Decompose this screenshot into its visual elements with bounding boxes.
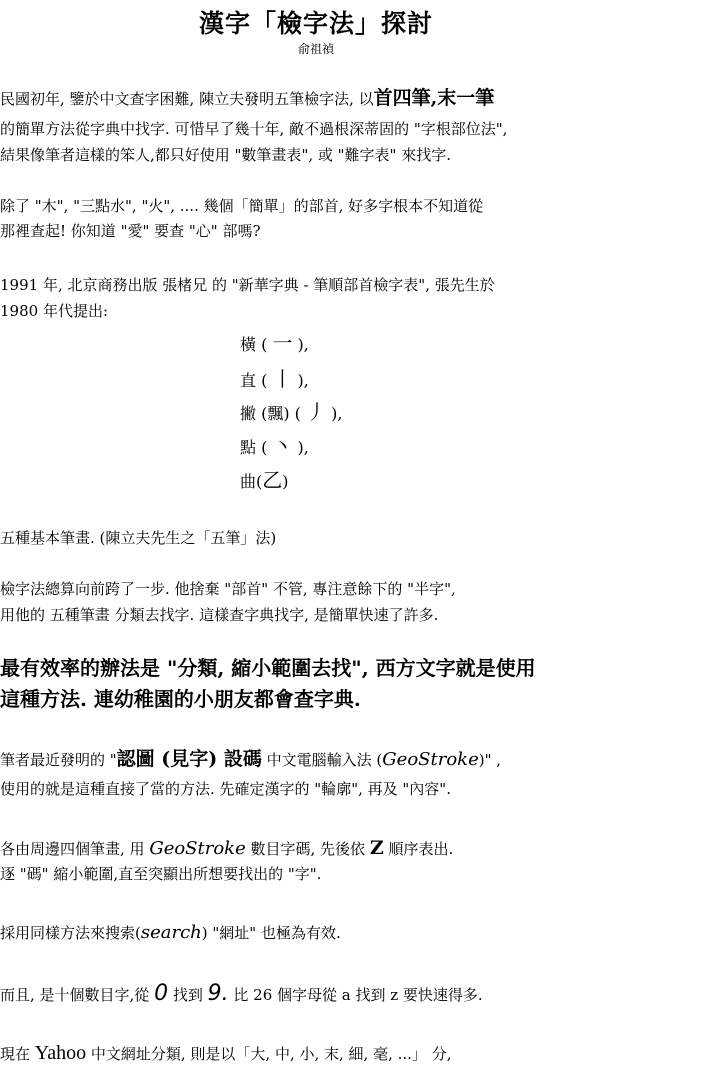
text-span: 採用同樣方法來搜索( [0, 924, 141, 942]
paragraph-8-line-2: 逐 "碼" 縮小範圍,直至突顯出所想要找出的 "字". [0, 865, 322, 883]
paragraph-8-line-1 [0, 838, 453, 859]
text-span: 中文電腦輸入法 ( [261, 751, 383, 769]
stroke-item-horizontal [240, 332, 309, 356]
stroke-paren: ), [297, 438, 309, 457]
paragraph-7-line-1 [0, 749, 501, 770]
stroke-paren: ( [261, 438, 268, 457]
text-span: 民國初年, 鑒於中文查字困難, 陳立夫發明五筆檢字法, 以 [0, 90, 374, 108]
search-word: search [140, 922, 202, 943]
stroke-name: 橫 [240, 335, 257, 354]
text-span: 現在 [0, 1045, 35, 1063]
stroke-paren: ( [256, 472, 263, 491]
stroke-item-dot [240, 435, 309, 459]
digit-zero: 0 [154, 981, 169, 1006]
stroke-name: 點 [240, 438, 257, 457]
paragraph-1-line-1 [0, 88, 494, 109]
paragraph-3-line-2: 1980 年代提出: [0, 302, 108, 320]
yahoo-name: Yahoo [34, 1042, 87, 1064]
text-span: ) "網址" 也極為有效. [201, 924, 341, 942]
geostroke-label: GeoStroke [149, 838, 246, 859]
text-span: 而且, 是十個數目字,從 [0, 986, 155, 1004]
stroke-glyph: 一 [272, 331, 293, 355]
digit-nine: 9. [207, 981, 229, 1006]
stroke-paren: ) [282, 472, 289, 491]
stroke-item-vertical [240, 368, 309, 392]
paragraph-3-line-1: 1991 年, 北京商務出版 張楮兄 的 "新華字典 - 筆順部首檢字表", 張先生於 [0, 276, 495, 294]
paragraph-2-line-2: 那裡查起! 你知道 "愛" 要查 "心" 部嗎? [0, 222, 261, 240]
stroke-glyph: 丶 [272, 434, 293, 458]
text-span: 數目字碼, 先後依 [245, 840, 370, 858]
stroke-paren: ), [297, 371, 309, 390]
text-span: )" , [478, 751, 502, 769]
stroke-name: 直 [240, 371, 257, 390]
stroke-glyph: 丨 [272, 367, 293, 391]
z-letter: Z [369, 837, 384, 859]
paragraph-7-line-2: 使用的就是這種直接了當的方法. 先確定漢字的 "輪廓", 再及 "內容". [0, 780, 451, 798]
stroke-paren: ), [331, 404, 343, 423]
paragraph-2-line-1: 除了 "木", "三點水", "火", .... 幾個「簡單」的部首, 好多字根本不知道從 [0, 197, 484, 215]
text-span: 筆者最近發明的 " [0, 751, 117, 769]
emphasis-text: 首四筆,末一筆 [373, 87, 495, 109]
text-span: 找到 [168, 986, 208, 1004]
text-span: 順序表出. [383, 840, 454, 858]
stroke-paren: ( [261, 371, 268, 390]
page-title: 漢字「檢字法」探討 [198, 9, 433, 38]
stroke-paren: ( [294, 404, 301, 423]
paragraph-9 [0, 923, 341, 943]
text-span: 比 26 個字母從 a 找到 z 要快速得多. [228, 986, 483, 1004]
paragraph-6-line-1: 最有效率的辦法是 "分類, 縮小範圍去找", 西方文字就是使用 [0, 656, 536, 680]
author-name: 俞祖禎 [297, 42, 334, 56]
paragraph-11 [0, 1043, 451, 1064]
stroke-paren: ( [261, 335, 268, 354]
stroke-paren: ), [297, 335, 309, 354]
geostroke-label: GeoStroke [382, 749, 479, 770]
stroke-item-left-falling [240, 401, 342, 425]
paragraph-10 [0, 981, 483, 1006]
text-span: 中文網址分類, 則是以「大, 中, 小, 末, 細, 毫, ...」 分, [86, 1045, 452, 1063]
paragraph-6-line-2: 這種方法. 連幼稚園的小朋友都會查字典. [0, 687, 361, 711]
paragraph-4: 五種基本筆畫. (陳立夫先生之「五筆」法) [0, 529, 277, 547]
stroke-glyph: 乙 [262, 468, 283, 492]
paragraph-1-line-2: 的簡單方法從字典中找字. 可惜早了幾十年, 敵不過根深蒂固的 "字根部位法", [0, 120, 508, 138]
paragraph-5-line-1: 檢字法總算向前跨了一步. 他捨棄 "部首" 不管, 專注意餘下的 "半字", [0, 580, 456, 598]
stroke-name: 撇 (飄) [240, 404, 290, 423]
stroke-glyph: 丿 [306, 400, 327, 424]
emphasis-text: 認圖 (見字) 設碼 [116, 748, 262, 770]
stroke-item-bend [240, 469, 289, 493]
stroke-name: 曲 [240, 472, 257, 491]
paragraph-1-line-3: 結果像筆者這樣的笨人,都只好使用 "數筆畫表", 或 "難字表" 來找字. [0, 146, 451, 164]
text-span: 各由周邊四個筆畫, 用 [0, 840, 150, 858]
paragraph-5-line-2: 用他的 五種筆畫 分類去找字. 這樣查字典找字, 是簡單快速了許多. [0, 606, 439, 624]
